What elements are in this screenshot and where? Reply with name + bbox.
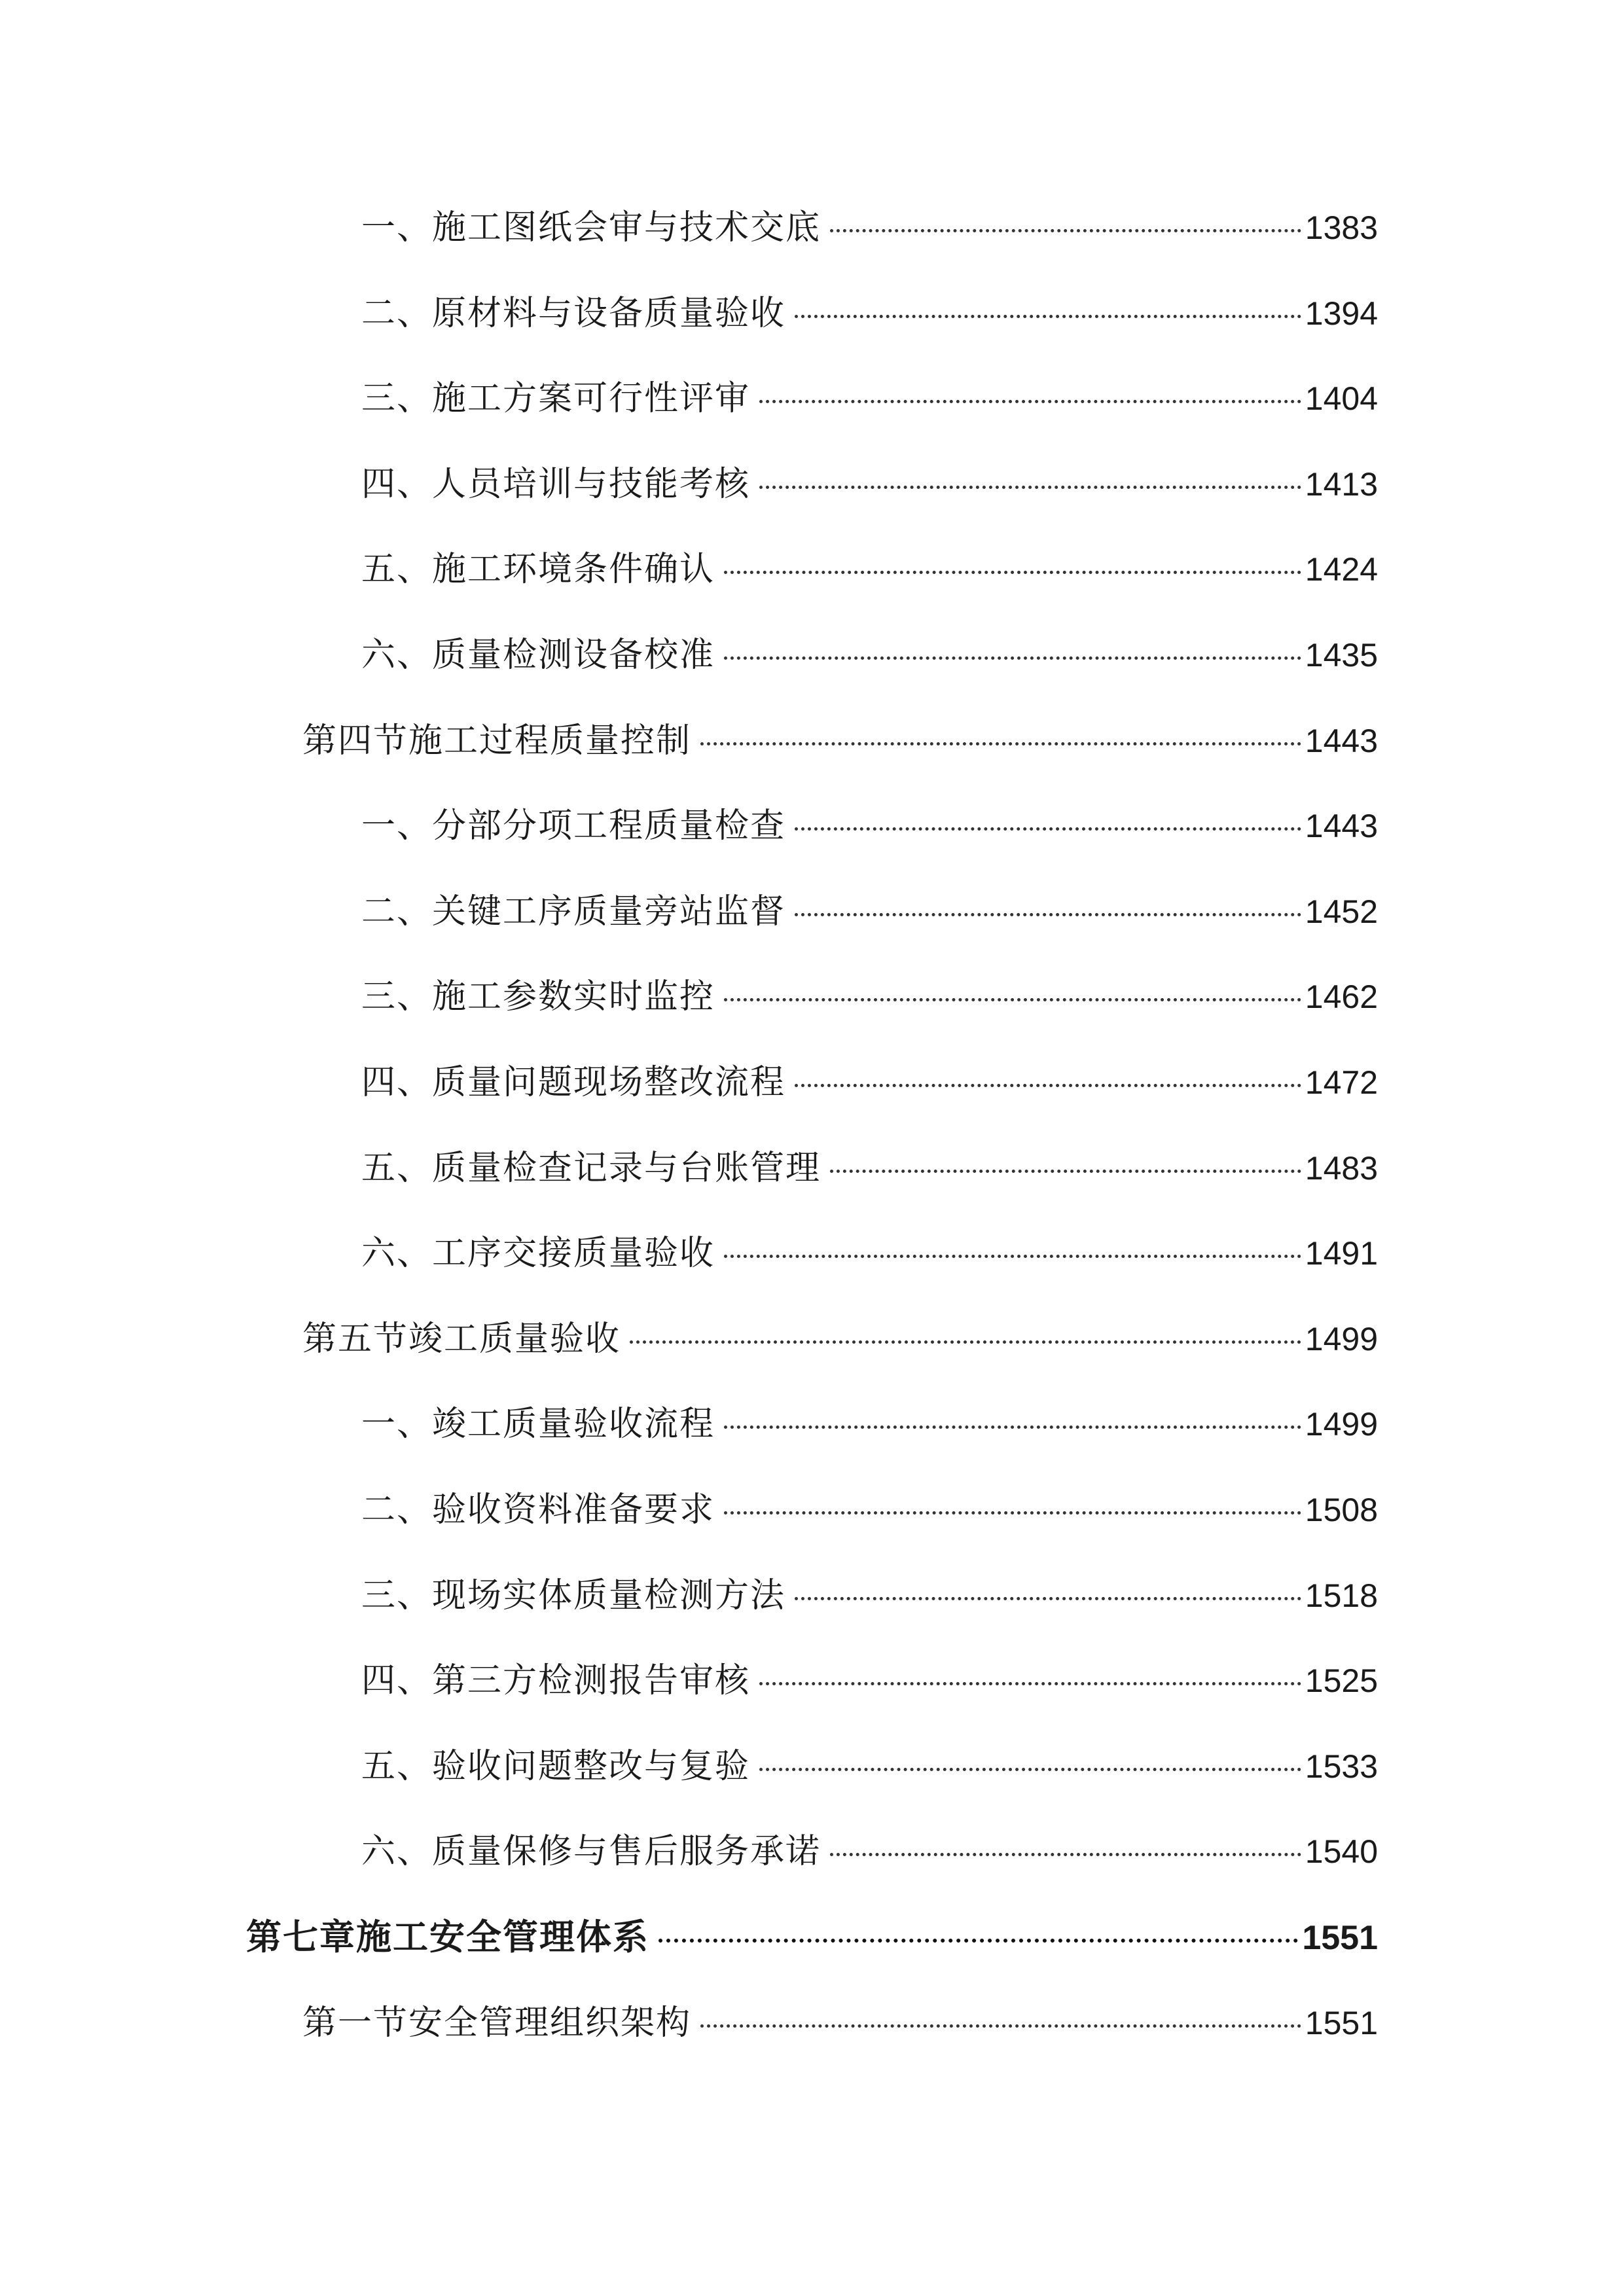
toc-entry-title: 第一节安全管理组织架构 [302,2003,692,2043]
toc-dot-leader [830,229,1301,232]
toc-entry[interactable] [361,798,1378,850]
toc-page-number: 1518 [1305,1577,1378,1614]
toc-dot-leader [795,913,1301,916]
toc-entry[interactable] [361,1225,1378,1278]
toc-dot-leader [659,1939,1298,1943]
toc-dot-leader [795,827,1301,831]
toc-page-number: 1404 [1305,380,1378,418]
toc-entry-title: 二、关键工序质量旁站监督 [361,891,786,931]
toc-page-number: 1435 [1305,637,1378,673]
toc-dot-leader [795,1597,1301,1600]
toc-page-number: 1394 [1305,295,1378,332]
toc-page-number: 1443 [1305,808,1378,845]
toc-entry[interactable] [361,1568,1378,1620]
toc-entry[interactable] [361,200,1378,252]
toc-entry[interactable] [302,713,1378,765]
toc-entry[interactable] [361,456,1378,509]
toc-dot-leader [724,656,1301,660]
toc-dot-leader [795,315,1301,318]
toc-entry[interactable] [361,1140,1378,1193]
toc-entry[interactable] [361,1054,1378,1107]
toc-entry[interactable] [246,1909,1378,1962]
toc-page-number: 1452 [1305,893,1378,930]
toc-page-number: 1525 [1305,1662,1378,1700]
toc-entry-title: 六、质量检测设备校准 [361,636,715,675]
toc-entry[interactable] [361,969,1378,1021]
toc-entry[interactable] [361,627,1378,679]
toc-entry-title: 一、分部分项工程质量检查 [361,806,786,846]
toc-entry-title: 二、原材料与设备质量验收 [361,293,786,333]
toc-dot-leader [700,2024,1301,2028]
toc-entry-title: 一、施工图纸会审与技术交底 [361,208,821,247]
toc-entry-title: 第七章施工安全管理体系 [246,1916,649,1958]
toc-dot-leader [830,1170,1301,1173]
toc-entry-title: 一、竣工质量验收流程 [361,1405,715,1444]
toc-page-number: 1499 [1305,1406,1378,1443]
toc-entry-title: 第四节施工过程质量控制 [302,721,692,761]
toc-page-number: 1551 [1302,1919,1378,1957]
toc-page-number: 1483 [1305,1149,1378,1187]
toc-entry[interactable] [361,285,1378,338]
toc-page-number: 1424 [1305,551,1378,588]
toc-dot-leader [759,1682,1301,1685]
toc-page-number: 1540 [1305,1833,1378,1871]
toc-dot-leader [759,1768,1301,1771]
toc-entry[interactable] [361,1482,1378,1534]
toc-page-number: 1491 [1305,1235,1378,1272]
toc-entry-title: 第五节竣工质量验收 [302,1319,621,1359]
toc-page-number: 1499 [1305,1320,1378,1357]
toc-dot-leader [795,1084,1301,1087]
toc-page-number: 1508 [1305,1492,1378,1528]
toc-entry-title: 六、工序交接质量验收 [361,1234,715,1274]
toc-entry-title: 四、第三方检测报告审核 [361,1661,751,1701]
toc-dot-leader [724,998,1301,1001]
toc-dot-leader [630,1340,1301,1344]
toc-entry-title: 四、人员培训与技能考核 [361,464,751,504]
toc-entry-title: 五、验收问题整改与复验 [361,1746,751,1786]
toc-entry[interactable] [361,884,1378,936]
toc-entry[interactable] [361,1823,1378,1876]
toc-entry-title: 三、施工参数实时监控 [361,977,715,1017]
toc-page-number: 1443 [1305,722,1378,759]
toc-page-number: 1462 [1305,978,1378,1016]
toc-dot-leader [724,1426,1301,1429]
toc-entry-title: 五、施工环境条件确认 [361,550,715,590]
toc-dot-leader [830,1853,1301,1856]
toc-page-number: 1413 [1305,465,1378,503]
toc-dot-leader [724,571,1301,574]
toc-entry-title: 六、质量保修与售后服务承诺 [361,1832,821,1872]
toc-entry[interactable] [302,1311,1378,1363]
toc-dot-leader [724,1255,1301,1258]
toc-entry[interactable] [361,1738,1378,1791]
toc-entry[interactable] [361,1653,1378,1705]
toc-entry[interactable] [361,1396,1378,1448]
toc-entry[interactable] [302,1995,1378,2047]
toc-dot-leader [724,1511,1301,1515]
toc-entry-title: 三、现场实体质量检测方法 [361,1575,786,1615]
toc-entry[interactable] [361,370,1378,423]
toc-dot-leader [700,742,1301,745]
toc-entry-title: 三、施工方案可行性评审 [361,379,751,419]
toc-dot-leader [759,400,1301,403]
toc-page-number: 1383 [1305,209,1378,246]
toc-page-number: 1533 [1305,1748,1378,1785]
toc-page-number: 1472 [1305,1064,1378,1101]
toc-entry[interactable] [361,541,1378,594]
toc-dot-leader [759,486,1301,489]
toc-entry-title: 五、质量检查记录与台账管理 [361,1148,821,1188]
toc-entry-title: 四、质量问题现场整改流程 [361,1063,786,1102]
toc-entry-title: 二、验收资料准备要求 [361,1490,715,1530]
toc-page-number: 1551 [1305,2004,1378,2041]
